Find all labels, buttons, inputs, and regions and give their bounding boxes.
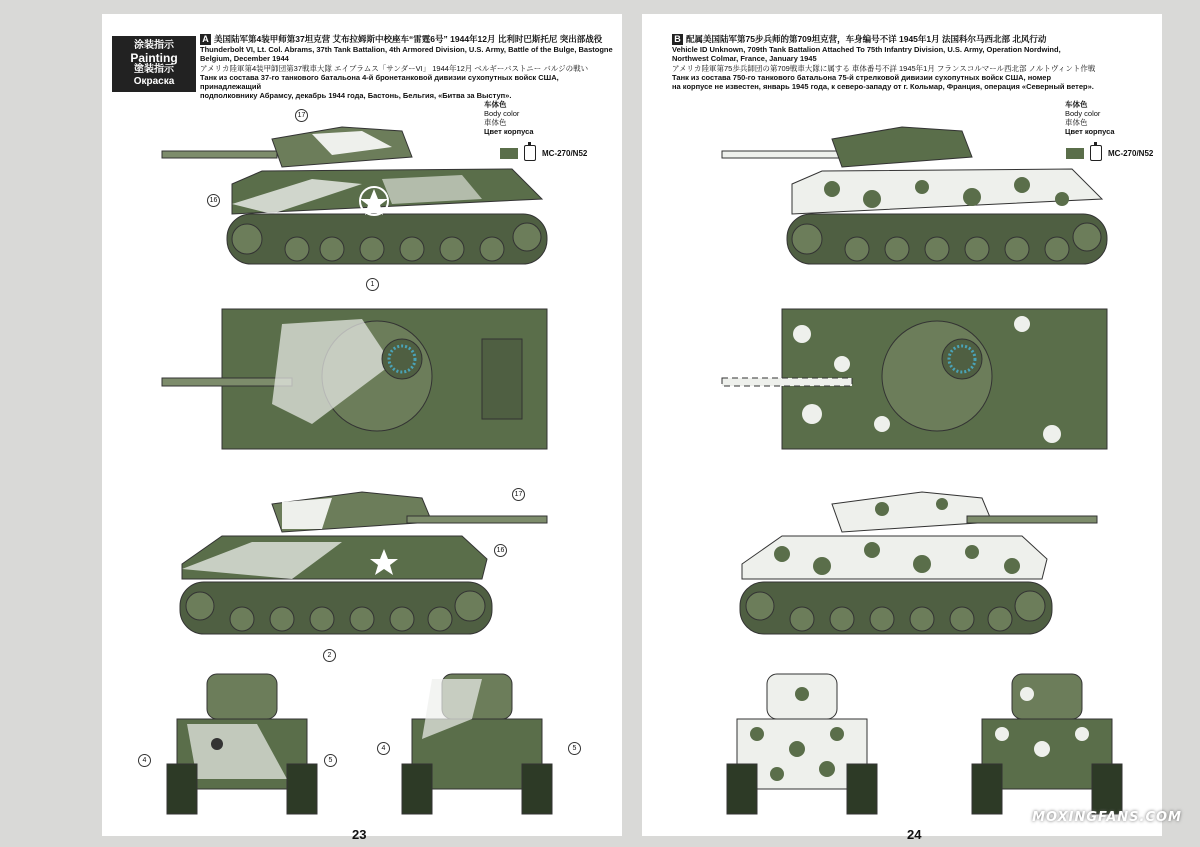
caption-line: Танк из состава 37-го танкового батальона 4-й бронетанковой дивизии сухопутных войск США, принадлежащий [200,72,559,92]
scheme-a-caption [200,34,615,101]
paint-code: MC-270/N52 [1108,148,1154,158]
callout-16: 16 [207,194,220,207]
tank-front-view-left [167,669,327,819]
callout-2: 2 [323,649,336,662]
caption-line: アメリカ陸軍第75歩兵師団の第709戦車大隊に属する 車体番号不詳 1945年1月 フランスコルマール西北部 ノルトヴィント作戦 [672,63,1096,73]
caption-line: подполковнику Абрамсу, декабрь 1944 года, Бастонь, Бельгия, «Битва за Выступ». [200,91,512,101]
caption-line: на корпусе не известен, январь 1945 года, к северо-западу от г. Кольмар, Франция, операция «Северный ветер». [672,82,1094,92]
paint-code: MC-270/N52 [542,148,588,158]
caption-line: アメリカ陸軍第4装甲師団第37戦車大隊 エイブラムス「サンダーVI」 1944年12月 ベルギーバストニー バルジの戦い [200,63,589,73]
badge-en: Painting [130,51,178,65]
callout-17: 17 [512,488,525,501]
tank-side-view-left [162,109,562,289]
callout-17: 17 [295,109,308,122]
tank-side-view-right-b [722,474,1122,654]
tank-side-view-right [162,474,562,654]
caption-line: 配属美国陆军第75步兵师的第709坦克营，车身编号不详 1945年1月 法国科尔马西北部 北风行动 [686,33,1047,44]
body-color-legend: 车体色 Body color 車体色 Цвет корпуса [484,100,534,136]
callout-1: 1 [366,278,379,291]
callout-4: 4 [377,742,390,755]
body-color-legend: 车体色 Body color 車体色 Цвет корпуса [1065,100,1115,136]
callout-16: 16 [494,544,507,557]
tank-rear-view-b [972,669,1132,819]
caption-line: Thunderbolt VI, Lt. Col. Abrams, 37th Tank Battalion, 4th Armored Division, U.S. Army, Battle of the Bulge, Bastogne [200,45,613,54]
caption-line: Northwest Colmar, France, January 1945 [672,54,817,64]
tank-top-view-left [162,304,562,464]
instruction-page-right [642,14,1162,842]
watermark: MOXINGFANS.COM [1032,810,1182,825]
tank-side-view-left-b [722,109,1122,289]
caption-line: Belgium, December 1944 [200,54,289,64]
callout-5: 5 [324,754,337,767]
instruction-page-left [102,14,622,842]
caption-line: Vehicle ID Unknown, 709th Tank Battalion Attached To 75th Infantry Division, U.S. Army, Operation Nordwind, [672,45,1061,54]
badge-jp: 塗装指示 [134,64,174,75]
badge-cn: 涂装指示 [134,40,174,51]
caption-line: 美国陆军第4装甲师第37坦克营 艾布拉姆斯中校座车“雷霆6号” 1944年12月 比利时巴斯托尼 突出部战役 [214,33,603,44]
badge-ru: Окраска [133,76,175,87]
painting-badge [112,36,196,92]
page-number: 23 [352,827,367,842]
page-number: 24 [907,827,922,842]
scheme-letter: B [672,34,683,45]
callout-4: 4 [138,754,151,767]
callout-5: 5 [568,742,581,755]
caption-line: Танк из состава 750-го танкового батальона 75-й стрелковой дивизии сухопутных войск США, номер [672,72,1052,82]
tank-rear-view-left [402,669,562,819]
scheme-b-caption [672,34,1147,91]
scheme-letter: A [200,34,211,45]
tank-top-view-b [722,304,1122,464]
tank-front-view-b [727,669,887,819]
